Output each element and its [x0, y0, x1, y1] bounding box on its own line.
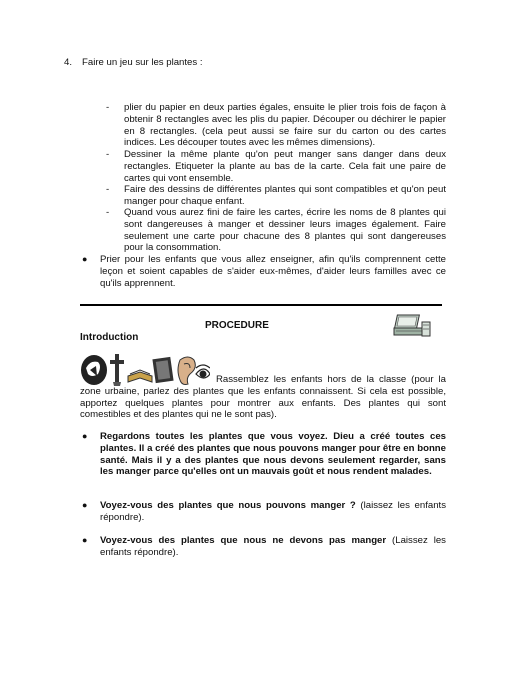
dash-marker: - [106, 207, 110, 218]
dash-marker: - [106, 149, 110, 160]
prayer-bullet: Prier pour les enfants que vous allez enseigner, afin qu'ils comprennent cette leçon et soient capables de s'aider eux-mêmes, d'aider leurs familles avec ce qu'ils apprennent. [100, 254, 446, 289]
bullet-bold-text: Regardons toutes les plantes que vous voyez. Dieu a créé toutes ces plantes. Il a créé des plantes que nous pouvons manger pour être en bonne santé. Mais il y a des plantes que nous devons seulement regarder, sans les manger parce qu'elles ont un mauvais goût et nous rendent malades. [100, 431, 446, 478]
bullet-marker: ● [82, 500, 88, 510]
book-stack-icon [392, 312, 432, 340]
bullet-marker: ● [82, 254, 88, 264]
sub-bullet: plier du papier en deux parties égales, ensuite le plier trois fois de façon à obtenir 8 rectangles avec les plis du papier. Découper ou déchirer le papier en 8 rectangles. (cela peut aussi se faire sur du carton ou des cartes indices. Les découper toutes avec les mêmes dimensions). [124, 102, 446, 149]
bullet-item [100, 500, 446, 524]
dash-marker: - [106, 102, 110, 113]
introduction-heading: Introduction [80, 332, 139, 343]
item-title: Faire un jeu sur les plantes : [82, 57, 203, 68]
bullet-normal-text: (Laissez les enfants répondre). [100, 535, 446, 558]
bullet-bold-text: Voyez-vous des plantes que nous pouvons manger ? [100, 500, 356, 511]
section-divider [80, 304, 442, 306]
procedure-heading: PROCEDURE [205, 320, 269, 331]
bullet-item [100, 535, 446, 559]
sub-bullet: Dessiner la même plante qu'on peut manger sans danger dans deux rectangles. Etiqueter la plante au bas de la carte. Cela fait une paire de cartes qui vont ensemble. [124, 149, 446, 184]
bullet-marker: ● [82, 535, 88, 545]
bullet-normal-text: (laissez les enfants répondre). [100, 500, 447, 523]
intro-paragraph: Rassemblez les enfants hors de la classe (pour la zone urbaine, parlez des plantes que les enfants connaissent. Si cela est possible, apportez quelques plantes pour montrer aux enfants. Des plantes qui sont comestibles et des plantes qui ne le sont pas). [80, 374, 446, 421]
dash-marker: - [106, 184, 110, 195]
sub-bullet: Faire des dessins de différentes plantes qui sont compatibles et qu'on peut manger pour chaque enfant. [124, 184, 446, 207]
bullet-item [100, 431, 446, 478]
item-number: 4. [64, 57, 73, 68]
bullet-marker: ● [82, 431, 88, 441]
sub-bullet: Quand vous aurez fini de faire les cartes, écrire les noms de 8 plantes qui sont dangereuses à manger et dessiner leurs images également. Faire seulement une carte pour chacune des 8 plantes qui sont dangereuses pour la consommation. [124, 207, 446, 254]
bullet-bold-text: Voyez-vous des plantes que nous ne devons pas manger [100, 535, 387, 546]
